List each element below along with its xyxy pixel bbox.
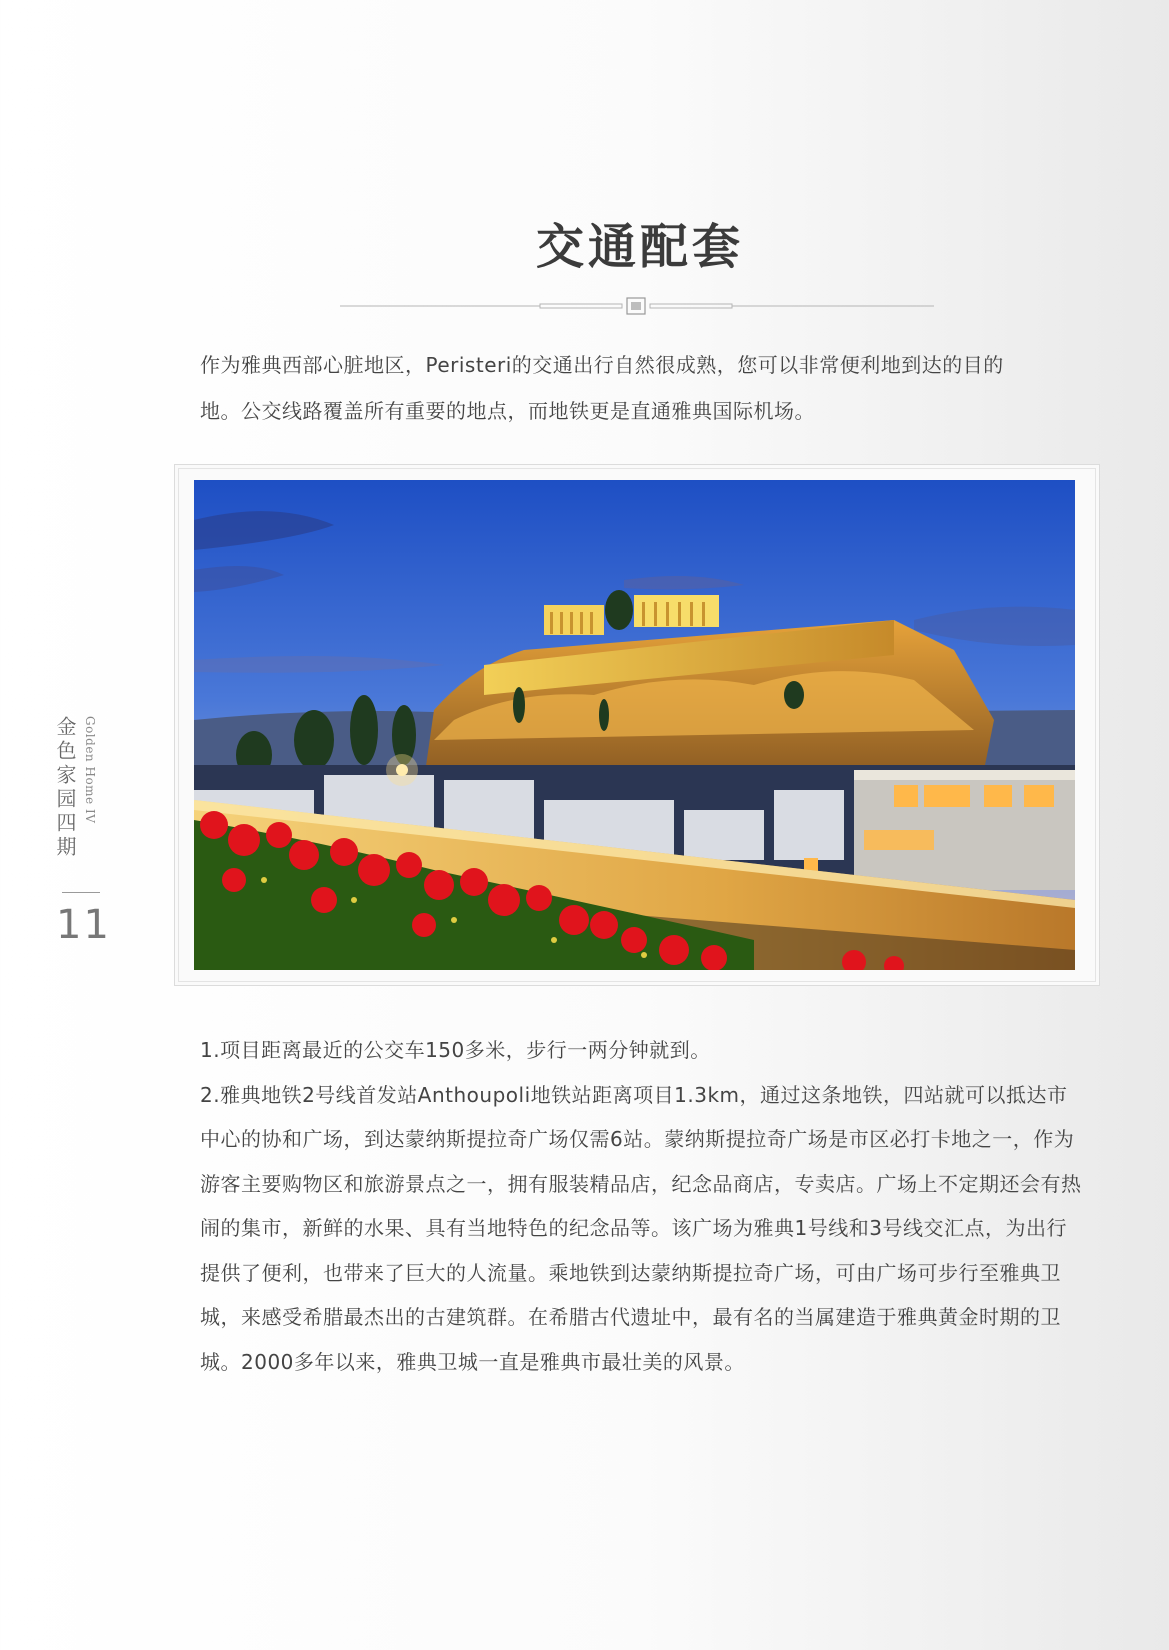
- side-brand: [53, 716, 102, 886]
- transport-details: [200, 1028, 1082, 1384]
- page-number-rule: [62, 892, 100, 893]
- bus-point: 1.项目距离最近的公交车150多米，步行一两分钟就到。: [200, 1038, 711, 1062]
- page-title: 交通配套: [535, 219, 744, 275]
- intro-paragraph: 作为雅典西部心脏地区，Peristeri的交通出行自然很成熟，您可以非常便利地到达的目的地。公交线路覆盖所有重要的地点，而地铁更是直通雅典国际机场。: [200, 353, 1004, 423]
- metro-point: 2.雅典地铁2号线首发站Anthoupoli地铁站距离项目1.3km，通过这条地铁，四站就可以抵达市中心的协和广场，到达蒙纳斯提拉奇广场仅需6站。蒙纳斯提拉奇广场是市区必打卡地之一，作为游客主要购物区和旅游景点之一，拥有服装精品店，纪念品商店，专卖店。广场上不定期还会有热闹的集市，新鲜的水果、具有当地特色的纪念品等。该广场为雅典1号线和3号线交汇点，为出行提供了便利，也带来了巨大的人流量。乘地铁到达蒙纳斯提拉奇广场，可由广场可步行至雅典卫城，来感受希腊最杰出的古建筑群。在希腊古代遗址中，最有名的当属建造于雅典黄金时期的卫城。2000多年以来，雅典卫城一直是雅典市最壮美的风景。: [200, 1082, 1082, 1374]
- brand-name-cn: 金色家园四期: [53, 716, 77, 860]
- page-number: 11: [56, 902, 111, 948]
- brand-name-en: Golden Home IV: [83, 716, 97, 824]
- title-divider-ornament: [340, 296, 934, 316]
- acropolis-night-photo: [194, 480, 1075, 970]
